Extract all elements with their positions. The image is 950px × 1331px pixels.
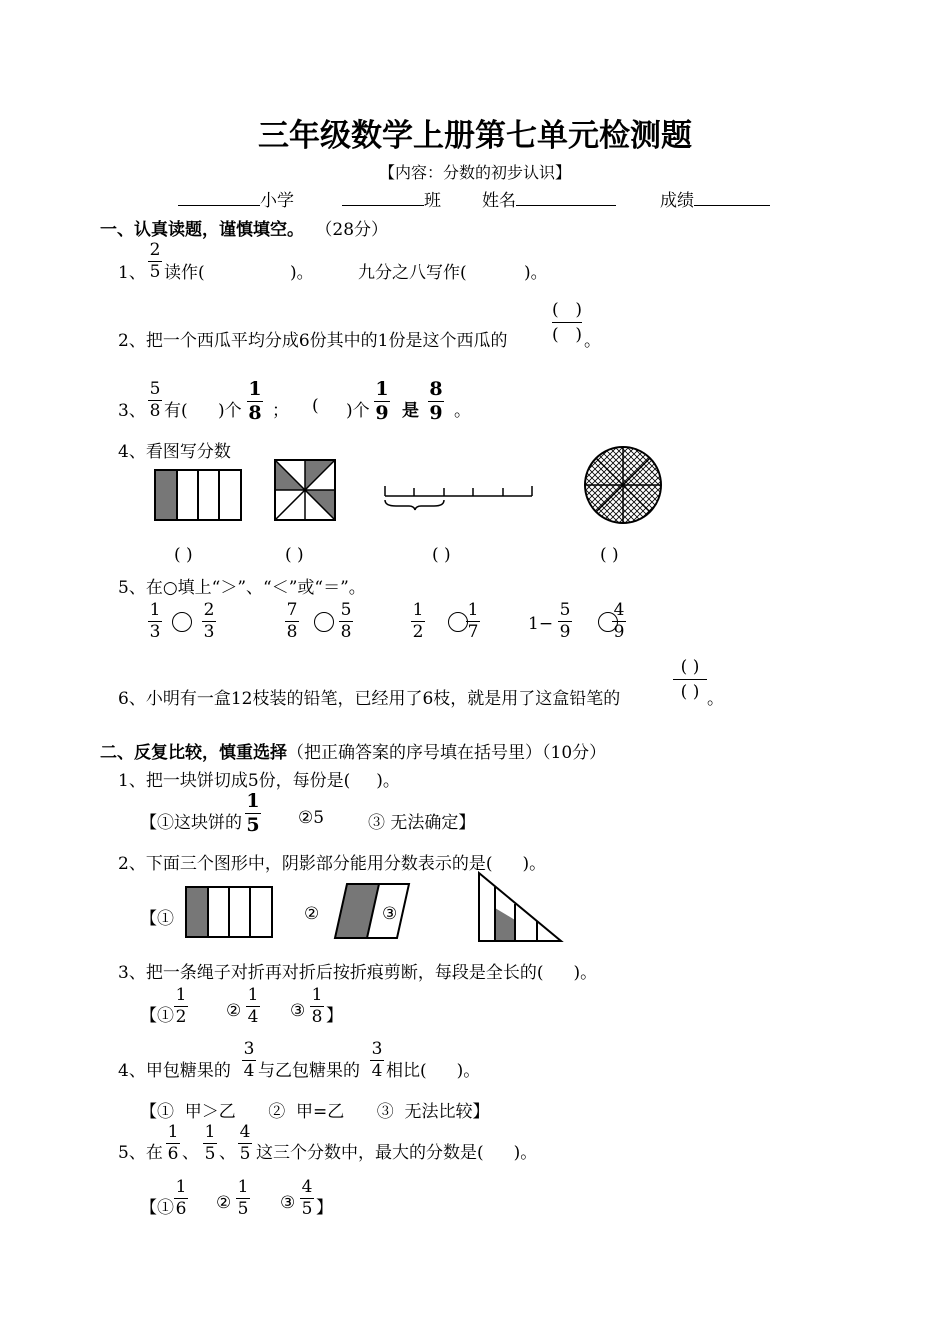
s2q4-f2-num: 3 <box>371 1039 383 1059</box>
s2q4-f2-den: 4 <box>371 1061 383 1081</box>
page-title: 三年级数学上册第七单元检测题 <box>258 118 692 154</box>
s2q2-figure-parallelogram <box>333 882 413 940</box>
q5-p1-a-den: 3 <box>149 622 161 642</box>
q3-text-2: )个 <box>218 401 242 421</box>
s2q3-option-3-fraction <box>310 987 324 1026</box>
s2q1-option-a[interactable]: 【①这块饼的 <box>140 813 242 833</box>
s2q5-g1-num: 1 <box>175 1177 187 1197</box>
q5-p3-b-den: 7 <box>467 622 479 642</box>
q3-f4-num: 8 <box>429 378 443 400</box>
s2q3-option-1[interactable]: 【① <box>140 1006 174 1026</box>
q3-f4-den: 9 <box>429 402 443 424</box>
q5-pair2-left <box>285 602 299 641</box>
q5-p3-a-den: 2 <box>412 622 424 642</box>
s2q5-f3-num: 4 <box>239 1122 251 1142</box>
name-label: 姓名 <box>482 191 516 211</box>
s2q3-f2-den: 4 <box>247 1007 259 1027</box>
q3-end: 。 <box>454 401 471 421</box>
q5-text: 5、在○填上“＞”、“＜”或“＝”。 <box>118 578 366 598</box>
q2-den-close: ) <box>575 325 582 345</box>
q1-write-text: 九分之八写作( <box>358 263 467 283</box>
q1-write-blank-end[interactable]: )。 <box>524 263 548 283</box>
s2q1-option-c[interactable]: ③ 无法确定】 <box>368 813 476 833</box>
s2q3-text-main: 3、把一条绳子对折再对折后按折痕剪断，每段是全长的( <box>118 963 544 983</box>
s2q4-text-1: 4、甲包糖果的 <box>118 1061 231 1081</box>
s2q2-option-3[interactable]: ③ <box>382 904 398 924</box>
section1-heading <box>100 215 388 240</box>
q4-figure-circle <box>583 445 663 525</box>
s2q5-fraction-1 <box>166 1124 180 1163</box>
q3-fraction-1 <box>148 381 162 420</box>
q1-frac-den: 5 <box>149 262 161 282</box>
q3-fraction-3 <box>374 380 390 423</box>
s2q3-option-1-fraction <box>174 987 188 1026</box>
q5-pair1-right <box>202 602 216 641</box>
s2q5-sep-1: 、 <box>182 1143 199 1163</box>
s2q4-fraction-1 <box>242 1041 256 1080</box>
s2q5-g3-num: 4 <box>301 1177 313 1197</box>
s2q4-fraction-2 <box>370 1041 384 1080</box>
q3-f2-num: 1 <box>248 378 262 400</box>
s2q5-option-2-fraction <box>236 1179 250 1218</box>
s2q3-f2-num: 1 <box>247 985 259 1005</box>
q3-text-4: )个 <box>346 401 370 421</box>
q3-semicolon: ； <box>272 401 289 421</box>
s2q3-text <box>118 958 597 983</box>
s2q3-option-2-fraction <box>246 987 260 1026</box>
q5-p2-a-den: 8 <box>286 622 298 642</box>
s2q1-fa-den: 5 <box>246 814 260 836</box>
s2q5-text-2-main: 这三个分数中，最大的分数是( <box>256 1143 484 1163</box>
s2q5-f2-den: 5 <box>204 1144 216 1164</box>
q5-pair4-right <box>612 602 626 641</box>
q3-f1-den: 8 <box>149 401 161 421</box>
s2q5-g3-den: 5 <box>301 1199 313 1219</box>
section1-points: （28分） <box>315 220 389 240</box>
s2q5-close: 】 <box>316 1198 333 1218</box>
s2q5-end: )。 <box>513 1143 538 1163</box>
q3-fraction-2 <box>247 380 263 423</box>
q3-f2-den: 8 <box>248 402 262 424</box>
page-subtitle: 【内容：分数的初步认识】 <box>378 163 571 182</box>
section2-heading-text: 二、反复比较，慎重选择 <box>100 743 287 763</box>
s2q5-text-2 <box>256 1138 537 1163</box>
q5-p4-a-den: 9 <box>559 622 571 642</box>
q4-text: 4、看图写分数 <box>118 442 231 462</box>
q5-p1-a-num: 1 <box>149 600 161 620</box>
score-label: 成绩 <box>660 191 694 211</box>
s2q5-option-2[interactable]: ② <box>216 1193 232 1213</box>
s2q2-text-main: 2、下面三个图形中，阴影部分能用分数表示的是( <box>118 854 493 874</box>
q5-p1-b-den: 3 <box>203 622 215 642</box>
q3-fraction-4 <box>428 380 444 423</box>
q5-pair4-prefix: 1− <box>528 614 554 634</box>
s2q3-option-3[interactable]: ③ <box>290 1001 306 1021</box>
s2q5-f1-num: 1 <box>167 1122 179 1142</box>
s2q3-f3-num: 1 <box>311 985 323 1005</box>
s2q5-f1-den: 6 <box>167 1144 179 1164</box>
s2q1-end: )。 <box>376 771 400 791</box>
s2q4-options[interactable]: 【① 甲＞乙 ② 甲=乙 ③ 无法比较】 <box>140 1102 490 1122</box>
s2q2-figure-rectangle <box>185 886 273 938</box>
s2q1-text <box>118 766 400 791</box>
q2-text: 2、把一个西瓜平均分成6份其中的1份是这个西瓜的 <box>118 331 508 351</box>
q5-pair3-right <box>466 602 480 641</box>
s2q4-text-2: 与乙包糖果的 <box>258 1061 360 1081</box>
q5-p4-a-num: 5 <box>559 600 571 620</box>
s2q5-option-1-fraction <box>174 1179 188 1218</box>
s2q3-close: 】 <box>326 1006 343 1026</box>
s2q1-option-a-fraction <box>245 792 261 835</box>
q4-blank-3[interactable]: ( ) <box>432 545 451 565</box>
q1-read-text: 读作( <box>164 263 205 283</box>
q2-den-open: ( <box>552 325 559 345</box>
q1-read-blank-end[interactable]: )。 <box>290 263 314 283</box>
s2q5-fraction-2 <box>203 1124 217 1163</box>
q5-pair3-circle[interactable] <box>448 612 468 632</box>
s2q4-f1-num: 3 <box>243 1039 255 1059</box>
q5-p2-b-den: 8 <box>340 622 352 642</box>
s2q3-end: )。 <box>573 963 598 983</box>
s2q2-figure-triangle <box>477 871 563 943</box>
q3-number: 3、 <box>118 401 146 421</box>
class-field[interactable] <box>342 186 441 211</box>
q5-pair2-right <box>339 602 353 641</box>
q5-pair3-left <box>411 602 425 641</box>
q2-answer-fraction[interactable] <box>552 300 582 345</box>
s2q2-end: )。 <box>522 854 547 874</box>
class-label: 班 <box>424 191 441 211</box>
s2q3-option-2[interactable]: ② <box>226 1001 242 1021</box>
q2-num-open: ( <box>552 300 559 320</box>
q6-den-blank: ( ) <box>680 682 700 702</box>
section2-heading <box>100 738 606 763</box>
name-field[interactable] <box>482 186 616 211</box>
q1-frac-num: 2 <box>149 240 161 260</box>
s2q2-option-2[interactable]: ② <box>304 904 320 924</box>
q5-pair1-circle[interactable] <box>172 612 192 632</box>
s2q2-option-1[interactable]: 【① <box>140 909 174 929</box>
q1-number: 1、 <box>118 263 146 283</box>
q2-end: 。 <box>584 331 601 351</box>
q6-text: 6、小明有一盒12枝装的铅笔，已经用了6枝，就是用了这盒铅笔的 <box>118 689 621 709</box>
s2q5-option-3-fraction <box>300 1179 314 1218</box>
s2q5-g2-num: 1 <box>237 1177 249 1197</box>
s2q3-f1-num: 1 <box>175 985 187 1005</box>
q5-p2-b-num: 5 <box>340 600 352 620</box>
s2q5-f3-den: 5 <box>239 1144 251 1164</box>
q2-num-close: ) <box>575 300 582 320</box>
s2q4-text-3-main: 相比( <box>386 1061 427 1081</box>
q3-f1-num: 5 <box>149 379 161 399</box>
q6-num-blank: ( ) <box>680 657 700 677</box>
s2q5-fraction-3 <box>238 1124 252 1163</box>
q3-text-1: 有( <box>164 401 188 421</box>
q3-f3-num: 1 <box>375 378 389 400</box>
s2q5-option-1[interactable]: 【① <box>140 1198 174 1218</box>
q4-blank-4[interactable]: ( ) <box>600 545 619 565</box>
section1-heading-text: 一、认真读题，谨慎填空。 <box>100 220 304 240</box>
s2q4-f1-den: 4 <box>243 1061 255 1081</box>
s2q5-g1-den: 6 <box>175 1199 187 1219</box>
s2q4-end: )。 <box>456 1061 481 1081</box>
section2-note: （把正确答案的序号填在括号里）（10分） <box>287 743 607 763</box>
q5-pair2-circle[interactable] <box>314 612 334 632</box>
q5-p3-b-num: 1 <box>467 600 479 620</box>
q6-end: 。 <box>707 689 724 709</box>
q5-p1-b-num: 2 <box>203 600 215 620</box>
q4-blank-1[interactable]: ( ) <box>174 545 193 565</box>
s2q5-option-3[interactable]: ③ <box>280 1193 296 1213</box>
q5-p4-b-den: 9 <box>613 622 625 642</box>
s2q5-text-1: 5、在 <box>118 1143 163 1163</box>
s2q5-f2-num: 1 <box>204 1122 216 1142</box>
s2q1-fa-num: 1 <box>246 790 260 812</box>
q3-f3-den: 9 <box>375 402 389 424</box>
s2q5-sep-2: 、 <box>219 1143 236 1163</box>
q5-p4-b-num: 4 <box>613 600 625 620</box>
q4-figure-segment <box>384 484 534 512</box>
s2q1-text-main: 1、把一块饼切成5份，每份是( <box>118 771 351 791</box>
s2q5-g2-den: 5 <box>237 1199 249 1219</box>
s2q1-option-b[interactable]: ②5 <box>298 808 325 828</box>
school-field[interactable] <box>178 186 294 211</box>
q5-p2-a-num: 7 <box>286 600 298 620</box>
q5-pair1-left <box>148 602 162 641</box>
q4-blank-2[interactable]: ( ) <box>285 545 304 565</box>
q4-figure-square <box>273 458 337 522</box>
q3-is: 是 <box>402 401 419 421</box>
q6-answer-fraction[interactable] <box>673 657 707 702</box>
q4-figure-rectangle <box>154 469 242 521</box>
q3-text-3: ( <box>312 396 319 416</box>
school-label: 小学 <box>260 191 294 211</box>
s2q4-text-3 <box>386 1056 480 1081</box>
q5-p3-a-num: 1 <box>412 600 424 620</box>
s2q3-f1-den: 2 <box>175 1007 187 1027</box>
s2q3-f3-den: 8 <box>311 1007 323 1027</box>
q1-fraction <box>148 242 162 281</box>
score-field[interactable] <box>660 186 770 211</box>
q5-pair4-left <box>558 602 572 641</box>
